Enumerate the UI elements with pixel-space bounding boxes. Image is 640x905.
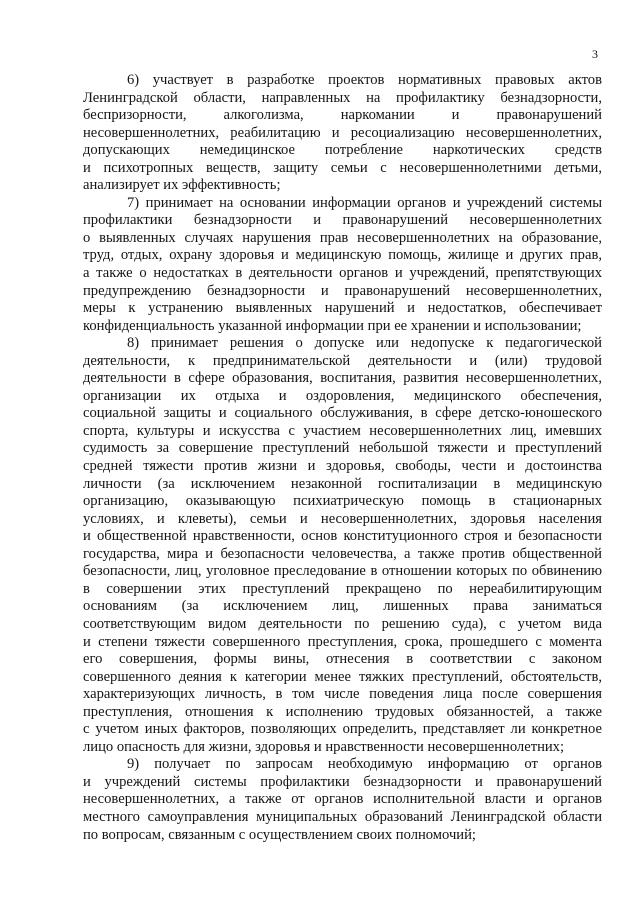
paragraph: [83, 756, 602, 844]
text-line: конфиденциальность указанной информации при ее хранении и использовании;: [83, 317, 582, 334]
text-line: профилактики безнадзорности и правонарушений несовершеннолетних: [83, 212, 602, 229]
paragraph: [83, 195, 602, 335]
paragraph: [83, 335, 602, 756]
text-line: 7) принимает на основании информации органов и учреждений системы: [127, 194, 602, 211]
text-line: Ленинградской области, направленных на профилактику безнадзорности,: [83, 89, 602, 106]
text-line: допускающих немедицинское потребление наркотических средств: [83, 142, 602, 159]
text-line: и общественной нравственности, основ конституционного строя и безопасности: [83, 528, 602, 545]
text-line: социальной защиты и социального обслуживания, в сфере детско-юношеского: [83, 405, 602, 422]
text-line: несовершеннолетних, а также от органов исполнительной власти и органов: [83, 791, 602, 808]
text-line: спорта, культуры и искусства с участием несовершеннолетних лиц, имевших: [83, 422, 602, 439]
text-line: условиях, и клеветы), семьи и несовершеннолетних, здоровья населения: [83, 510, 602, 527]
text-line: с учетом иных факторов, позволяющих определить, представляет ли конкретное: [83, 721, 602, 738]
text-line: характеризующих личность, в том числе поведения лица после совершения: [83, 686, 602, 703]
text-line: 6) участвует в разработке проектов нормативных правовых актов: [127, 72, 602, 88]
text-line: деятельности, к предпринимательской деятельности и (или) трудовой: [83, 352, 602, 369]
text-line: 9) получает по запросам необходимую информацию от органов: [127, 756, 602, 773]
text-line: анализирует их эффективность;: [83, 177, 281, 194]
text-line: в совершении этих преступлений прекращено по нереабилитирующим: [83, 580, 602, 597]
text-line: соответствующим видом деятельности по решению суда), с учетом вида: [83, 615, 602, 632]
page-number: 3: [592, 47, 598, 61]
text-line: лицо опасность для жизни, здоровья и нравственности несовершеннолетних;: [83, 738, 565, 755]
text-line: и степени тяжести совершенного преступления, срока, прошедшего с момента: [83, 633, 602, 650]
text-line: и учреждений системы профилактики безнадзорности и правонарушений: [83, 773, 602, 790]
text-line: основаниям (за исключением лиц, лишенных права заниматься: [83, 598, 602, 615]
text-line: предупреждению безнадзорности и правонарушений несовершеннолетних,: [83, 282, 602, 299]
text-line: организации их отдыха и оздоровления, медицинского обеспечения,: [83, 387, 602, 404]
text-line: несовершеннолетних, реабилитацию и ресоциализацию несовершеннолетних,: [83, 124, 602, 141]
text-line: средней тяжести против жизни и здоровья, свободы, чести и достоинства: [83, 458, 602, 475]
text-line: местного самоуправления муниципальных образований Ленинградской области: [83, 808, 602, 825]
text-line: государства, мира и безопасности человечества, а также против общественной: [83, 545, 602, 562]
text-line: преступления, отношения к исполнению трудовых обязанностей, а также: [83, 703, 602, 720]
text-line: деятельности в сфере образования, воспитания, развития несовершеннолетних,: [83, 370, 602, 387]
text-line: и психотропных веществ, защиту семьи с несовершеннолетними детьми,: [83, 159, 602, 176]
text-line: личности (за исключением незаконной госпитализации в медицинскую: [83, 475, 602, 492]
document-body: [83, 72, 602, 844]
text-line: его совершения, формы вины, отнесения в соответствии с законом: [83, 651, 602, 668]
text-line: 8) принимает решения о допуске или недопуске к педагогической: [127, 335, 602, 352]
text-line: совершенного деяния к категории менее тяжких преступлений, обстоятельств,: [83, 668, 602, 685]
text-line: беспризорности, алкоголизма, наркомании и правонарушений: [83, 107, 602, 124]
text-line: меры к устранению выявленных нарушений и недостатков, обеспечивает: [83, 300, 602, 317]
text-line: судимость за совершение преступлений небольшой тяжести и преступлений: [83, 440, 602, 457]
text-line: о выявленных случаях нарушения прав несовершеннолетних на образование,: [83, 229, 602, 246]
text-line: организацию, оказывающую психиатрическую помощь в стационарных: [83, 493, 602, 510]
paragraph: [83, 72, 602, 195]
text-line: а также о недостатках в деятельности органов и учреждений, препятствующих: [83, 265, 602, 282]
text-line: по вопросам, связанным с осуществлением своих полномочий;: [83, 826, 476, 843]
text-line: безопасности, лиц, уголовное преследование в отношении которых по обвинению: [83, 563, 602, 580]
text-line: труд, отдых, охрану здоровья и медицинскую помощь, жилище и других прав,: [83, 247, 602, 264]
